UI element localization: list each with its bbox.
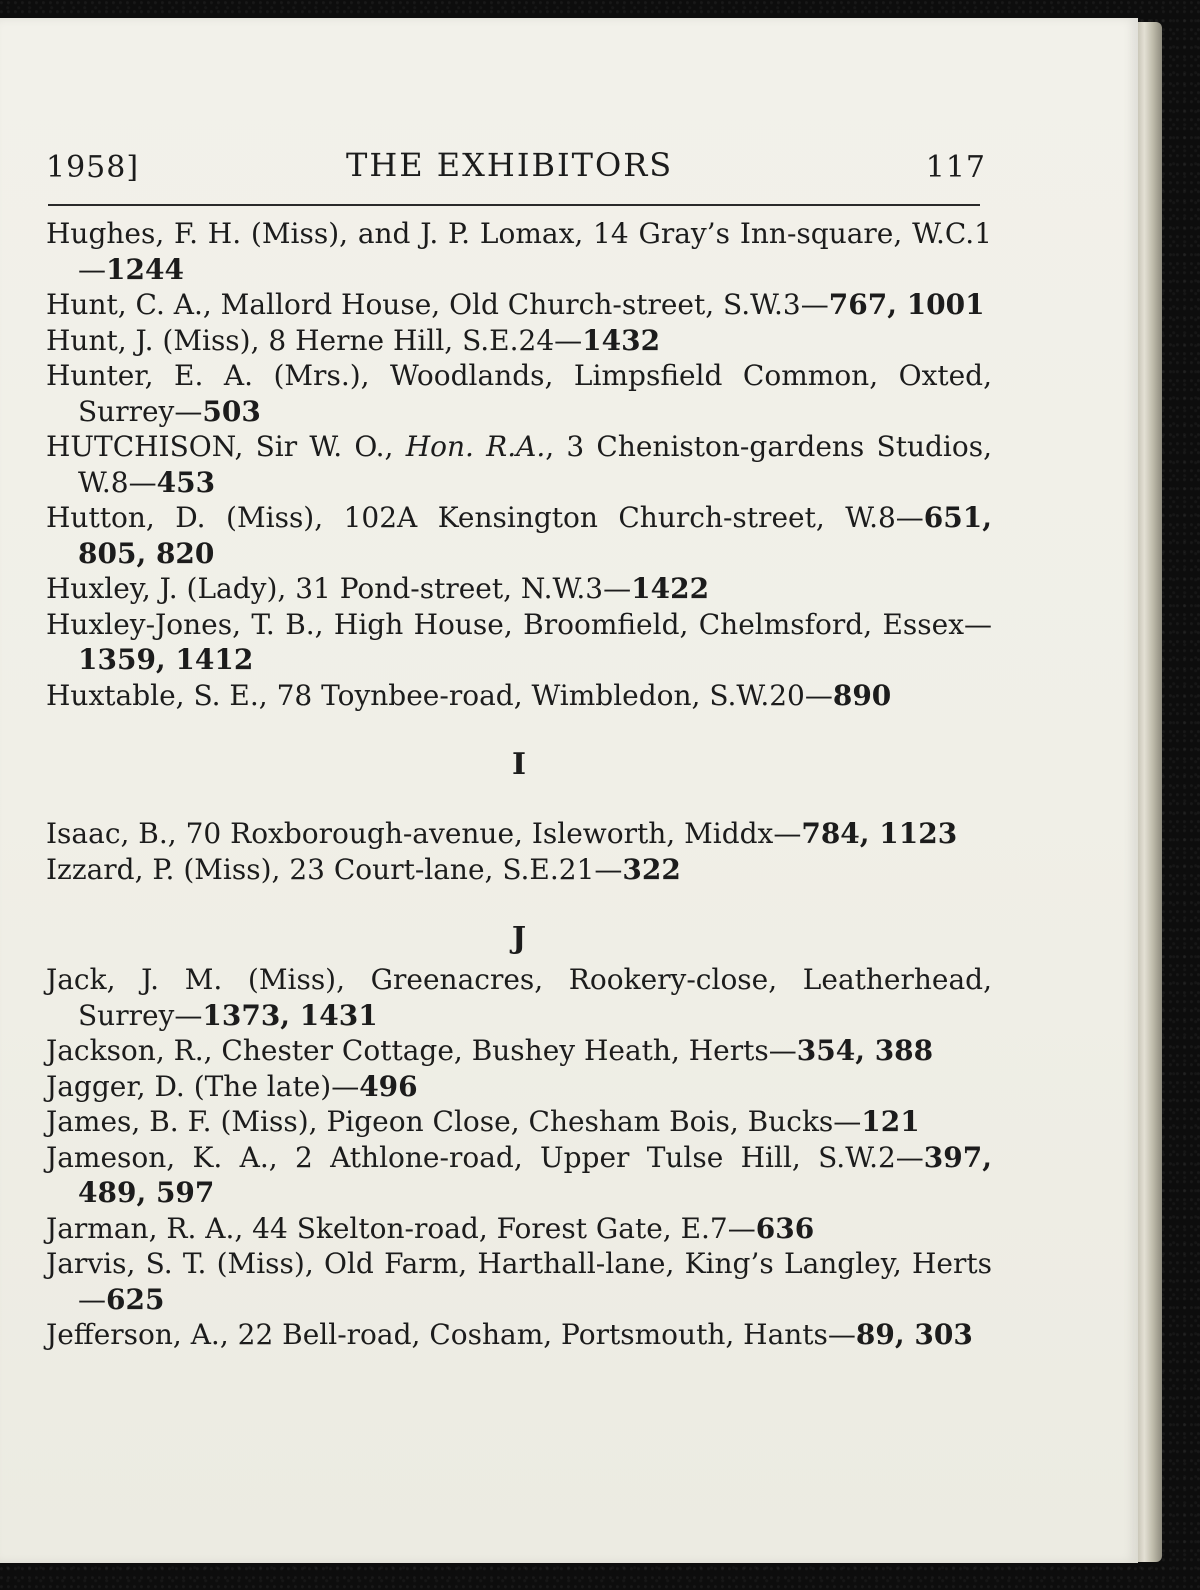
running-header — [46, 146, 986, 194]
catalogue-numbers: 1359, 1412 — [78, 643, 254, 676]
exhibitor-entry: Hughes, F. H. (Miss), and J. P. Lomax, 14 Gray’s Inn-square, W.C.1—1244 — [46, 217, 992, 286]
catalogue-numbers: 1244 — [106, 252, 184, 286]
exhibitor-entry: Jarman, R. A., 44 Skelton-road, Forest Gate, E.7—636 — [46, 1211, 815, 1245]
catalogue-numbers: 397, 489, 597 — [78, 1140, 992, 1209]
catalogue-numbers: 453 — [156, 465, 216, 499]
catalogue-numbers: 890 — [832, 678, 892, 712]
page-title: THE EXHIBITORS — [346, 146, 674, 184]
catalogue-numbers: 1432 — [582, 323, 661, 357]
catalogue-numbers: 503 — [202, 394, 261, 428]
exhibitor-entry: Huxley, J. (Lady), 31 Pond-street, N.W.3—1422 — [46, 572, 710, 605]
catalogue-numbers: 354, 388 — [796, 1034, 934, 1067]
catalogue-numbers: 636 — [755, 1211, 815, 1245]
catalogue-numbers: 1422 — [631, 572, 710, 605]
exhibitor-entry: Huxley-Jones, T. B., High House, Broomfield, Chelmsford, Essex—1359, 1412 — [46, 607, 992, 676]
catalogue-numbers: 89, 303 — [855, 1318, 973, 1351]
catalogue-numbers: 1373, 1431 — [202, 998, 378, 1032]
section-heading-i: I — [511, 747, 527, 782]
catalogue-numbers: 121 — [861, 1105, 920, 1138]
book-page — [0, 18, 1138, 1563]
exhibitor-entry: Jameson, K. A., 2 Athlone-road, Upper Tulse Hill, S.W.2—397, 489, 597 — [46, 1140, 992, 1209]
catalogue-numbers: 651, 805, 820 — [78, 501, 992, 570]
header-rule — [48, 204, 980, 206]
catalogue-numbers: 784, 1123 — [801, 817, 958, 850]
exhibitor-entry: Izzard, P. (Miss), 23 Court-lane, S.E.21—322 — [46, 852, 681, 886]
page-number: 117 — [925, 150, 986, 185]
exhibitor-entry: Isaac, B., 70 Roxborough-avenue, Isleworth, Middx—784, 1123 — [46, 817, 958, 850]
exhibitor-entry: James, B. F. (Miss), Pigeon Close, Chesham Bois, Bucks—121 — [46, 1105, 920, 1138]
exhibitor-entry: Hunter, E. A. (Mrs.), Woodlands, Limpsfield Common, Oxted, Surrey—503 — [46, 359, 992, 428]
exhibitor-entry: Hutton, D. (Miss), 102A Kensington Church-street, W.8—651, 805, 820 — [46, 501, 992, 570]
exhibitor-entry: Hunt, J. (Miss), 8 Herne Hill, S.E.24—1432 — [46, 323, 661, 357]
catalogue-numbers: 496 — [359, 1069, 418, 1103]
exhibitor-entry: Jack, J. M. (Miss), Greenacres, Rookery-close, Leatherhead, Surrey—1373, 1431 — [46, 963, 992, 1032]
exhibitor-entry: Huxtable, S. E., 78 Toynbee-road, Wimbledon, S.W.20—890 — [46, 678, 892, 712]
exhibitor-entry: Jefferson, A., 22 Bell-road, Cosham, Portsmouth, Hants—89, 303 — [46, 1318, 973, 1351]
exhibitor-entry: Jagger, D. (The late)—496 — [46, 1069, 418, 1103]
catalogue-numbers: 767, 1001 — [828, 288, 985, 321]
honorific: Hon. R.A. — [405, 430, 546, 463]
exhibitor-entry: Jarvis, S. T. (Miss), Old Farm, Harthall-lane, King’s Langley, Herts—625 — [46, 1247, 992, 1316]
section-heading-j: J — [511, 921, 527, 956]
exhibitor-entry: Hunt, C. A., Mallord House, Old Church-street, S.W.3—767, 1001 — [46, 288, 985, 321]
exhibitor-entry: HUTCHISON, Sir W. O., Hon. R.A., 3 Cheniston-gardens Studios, W.8—453 — [46, 430, 992, 499]
catalogue-numbers: 322 — [622, 852, 681, 886]
catalogue-numbers: 625 — [106, 1282, 165, 1316]
exhibitor-list — [46, 216, 992, 1353]
header-year: 1958] — [46, 150, 140, 185]
exhibitor-entry: Jackson, R., Chester Cottage, Bushey Heath, Herts—354, 388 — [46, 1034, 934, 1067]
